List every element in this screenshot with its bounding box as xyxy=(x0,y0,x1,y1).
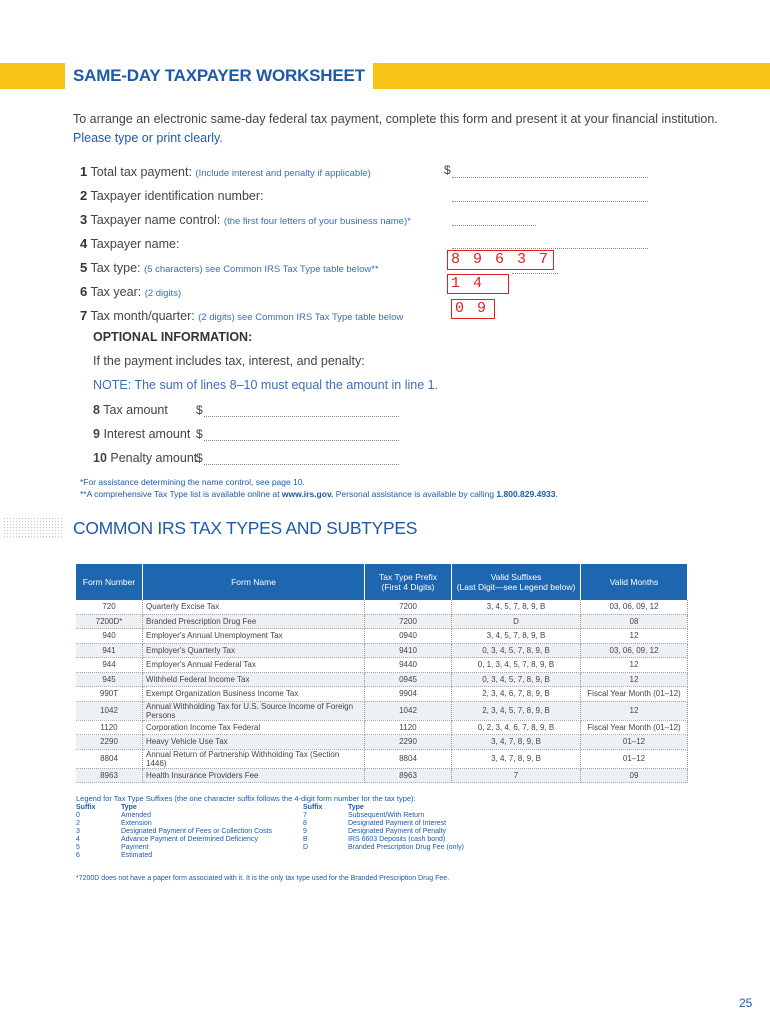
section-title: COMMON IRS TAX TYPES AND SUBTYPES xyxy=(73,518,418,538)
table-row: 1042 Annual Withholding Tax for U.S. Source Income of Foreign Persons 1042 2, 3, 4, 5, 7, 8, 9, B 12 xyxy=(76,701,688,720)
table-row: 7200D* Branded Prescription Drug Fee 7200 D 08 xyxy=(76,614,688,629)
line-item-tax-type: 5 Tax type: (5 characters) see Common IRS Tax Type table below** xyxy=(80,260,379,275)
title-box xyxy=(65,63,373,89)
line-item-taxpayer-name: 4 Taxpayer name: xyxy=(80,236,180,251)
header-months: Valid Months xyxy=(581,564,688,600)
intro-instruction: Please type or print clearly. xyxy=(73,131,223,145)
table-header-row xyxy=(76,564,688,600)
legend-right-suffixes: Suffix 7 8 9 B D xyxy=(303,804,323,851)
line-item-tax-month: 7 Tax month/quarter: (2 digits) see Common IRS Tax Type table below xyxy=(80,308,404,323)
line-item-total-payment: 1 Total tax payment: (Include interest and penalty if applicable) xyxy=(80,164,371,179)
line-item-name-control: 3 Taxpayer name control: (the first four letters of your business name)* xyxy=(80,212,411,227)
decorative-dot-pattern xyxy=(3,517,63,539)
tax-type-table xyxy=(76,564,688,783)
table-row: 940 Employer's Annual Unemployment Tax 0940 3, 4, 5, 7, 8, 9, B 12 xyxy=(76,629,688,644)
table-row: 945 Withheld Federal Income Tax 0945 0, 3, 4, 5, 7, 8, 9, B 12 xyxy=(76,672,688,687)
tax-type-line xyxy=(512,272,558,274)
amount-interest: 9 Interest amount xyxy=(93,427,191,441)
table-row: 8804 Annual Return of Partnership Withholding Tax (Section 1446) 8804 3, 4, 7, 8, 9, B 01–12 xyxy=(76,749,688,768)
line-item-tin: 2 Taxpayer identification number: xyxy=(80,188,264,203)
header-prefix: Tax Type Prefix (First 4 Digits) xyxy=(365,564,452,600)
table-row: 1120 Corporation Income Tax Federal 1120 0, 2, 3, 4, 6, 7, 8, 9, B Fiscal Year Month (01–12) xyxy=(76,720,688,735)
interest-amount-field[interactable] xyxy=(204,439,399,441)
phone-number: 1.800.829.4933 xyxy=(496,489,556,499)
footnote-7200d: *7200D does not have a paper form associated with it. It is the only tax type used for the Branded Prescription Drug Fee. xyxy=(76,875,450,882)
intro-line: To arrange an electronic same-day federal tax payment, complete this form and present it at your financial institution. xyxy=(73,112,718,126)
optional-title: OPTIONAL INFORMATION: xyxy=(93,330,253,344)
total-payment-field[interactable] xyxy=(452,176,648,178)
name-control-field[interactable] xyxy=(452,224,536,226)
amount-tax: 8 Tax amount xyxy=(93,403,168,417)
table-row: 2290 Heavy Vehicle Use Tax 2290 3, 4, 7, 8, 9, B 01–12 xyxy=(76,735,688,750)
dollar-sign: $ xyxy=(196,451,203,465)
page-number: 25 xyxy=(739,996,753,1010)
header-form-name: Form Name xyxy=(143,564,365,600)
tin-field[interactable] xyxy=(452,200,648,202)
tax-type-value[interactable]: 8 9 6 3 7 xyxy=(447,250,554,270)
header-suffixes: Valid Suffixes (Last Digit—see Legend below) xyxy=(452,564,581,600)
table-row: 941 Employer's Quarterly Tax 9410 0, 3, 4, 5, 7, 8, 9, B 03, 06, 09, 12 xyxy=(76,643,688,658)
optional-text: If the payment includes tax, interest, and penalty: xyxy=(93,354,365,368)
tax-month-value[interactable]: 0 9 xyxy=(451,299,495,319)
page-title: SAME-DAY TAXPAYER WORKSHEET xyxy=(73,66,365,85)
legend-right-types: Type Subsequent/With Return Designated Payment of Interest Designated Payment of Penalty IRS 6603 Deposits (cash bond) Branded Prescription Drug Fee (only) xyxy=(348,804,464,851)
table-row: 720 Quarterly Excise Tax 7200 3, 4, 5, 7, 8, 9, B 03, 06, 09, 12 xyxy=(76,600,688,614)
table-row: 8963 Health Insurance Providers Fee 8963 7 09 xyxy=(76,768,688,783)
tax-year-value[interactable]: 1 4 xyxy=(447,274,509,294)
footnote-name-control: *For assistance determining the name control, see page 10. xyxy=(80,477,305,487)
table-row: 944 Employer's Annual Federal Tax 9440 0, 1, 3, 4, 5, 7, 8, 9, B 12 xyxy=(76,658,688,673)
footnote-tax-type: **A comprehensive Tax Type list is available online at www.irs.gov. Personal assistance is available by calling 1.800.829.4933. xyxy=(80,489,558,499)
dollar-sign: $ xyxy=(196,403,203,417)
table-row: 990T Exempt Organization Business Income Tax 9904 2, 3, 4, 6, 7, 8, 9, B Fiscal Year Month (01–12) xyxy=(76,687,688,702)
irs-link[interactable]: www.irs.gov. xyxy=(281,489,334,499)
header-form-number: Form Number xyxy=(76,564,143,600)
legend-left-types: Type Amended Extension Designated Payment of Fees or Collection Costs Advance Payment of Determined Deficiency Payment Estimated xyxy=(121,804,272,859)
optional-note: NOTE: The sum of lines 8–10 must equal the amount in line 1. xyxy=(93,378,439,392)
dollar-sign: $ xyxy=(196,427,203,441)
legend-title: Legend for Tax Type Suffixes (the one character suffix follows the 4-digit form number for the tax type): xyxy=(76,794,416,803)
tax-amount-field[interactable] xyxy=(204,415,399,417)
taxpayer-name-field[interactable] xyxy=(452,247,648,249)
penalty-amount-field[interactable] xyxy=(204,463,399,465)
line-item-tax-year: 6 Tax year: (2 digits) xyxy=(80,284,182,299)
legend-left-suffixes: Suffix 0 2 3 4 5 6 xyxy=(76,804,96,859)
dollar-sign: $ xyxy=(444,163,451,177)
amount-penalty: 10 Penalty amount xyxy=(93,451,198,465)
